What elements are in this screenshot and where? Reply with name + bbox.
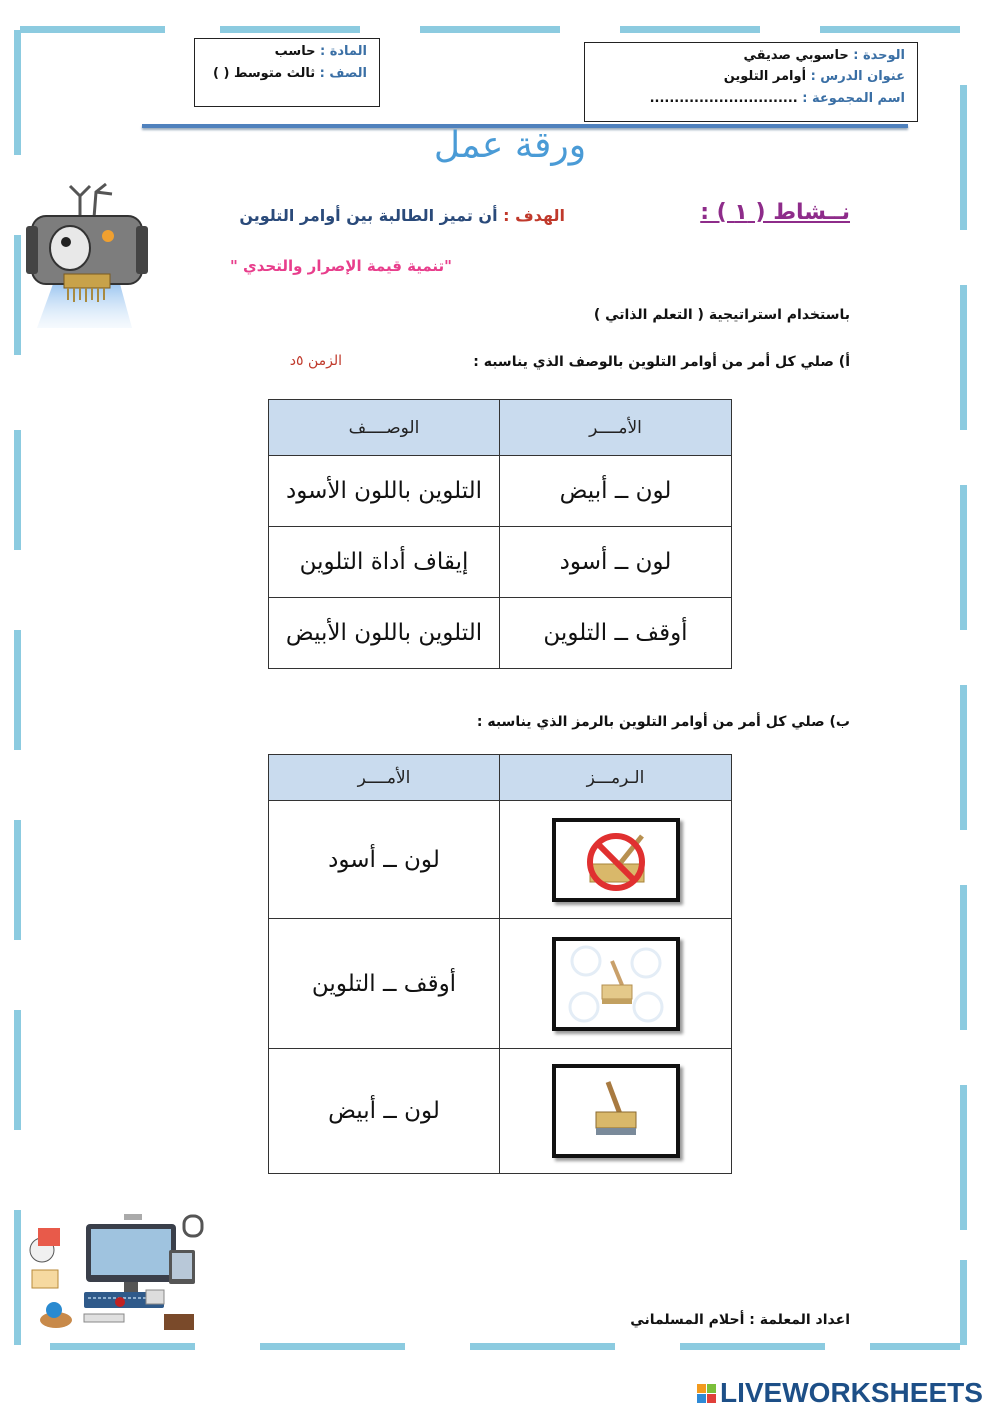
part-b-symbol-cell[interactable] — [500, 801, 732, 919]
no-brush-icon[interactable] — [552, 818, 680, 902]
unit-label: الوحدة : — [853, 48, 905, 63]
part-a-header-description: الوصــــف — [269, 400, 500, 456]
header-info-box — [584, 42, 918, 122]
table-row — [269, 456, 732, 527]
lesson-label: عنوان الدرس : — [810, 69, 905, 84]
goal-label: الهدف : — [503, 206, 565, 225]
part-a-command[interactable]: لون ــ أسود — [500, 527, 732, 598]
strategy-text: باستخدام استراتيجية ( التعلم الذاتي ) — [593, 307, 850, 323]
group-value: .............................. — [649, 91, 798, 106]
header-subject-box — [194, 38, 380, 107]
part-a-command[interactable]: لون ــ أبيض — [500, 456, 732, 527]
brand-mark-icon — [697, 1384, 716, 1403]
subject-value: حاسب — [274, 44, 316, 59]
part-b-header-symbol: الـرمـــز — [500, 755, 732, 801]
robot-image — [22, 178, 152, 328]
part-a-header-command: الأمــــر — [500, 400, 732, 456]
brush-dark-icon[interactable] — [552, 1064, 680, 1158]
brand-name: LIVEWORKSHEETS — [720, 1377, 983, 1408]
goal-text: أن تميز الطالبة بين أوامر التلوين — [239, 206, 498, 225]
table-row — [269, 919, 732, 1049]
unit-value: حاسوبي صديقي — [743, 48, 849, 63]
part-b-header-command: الأمــــر — [269, 755, 500, 801]
value-text: "تنمية قيمة الإصرار والتحدي " — [229, 257, 452, 275]
activity-label: نــشاط ( ١ ) : — [700, 200, 850, 225]
grade-value: ثالث متوسط ( ) — [213, 66, 316, 81]
desk-illustration — [24, 1210, 209, 1338]
table-row — [269, 801, 732, 919]
goal-line — [239, 206, 565, 225]
part-b-command[interactable]: لون ــ أبيض — [269, 1049, 500, 1174]
part-a-description[interactable]: التلوين باللون الأسود — [269, 456, 500, 527]
part-b-symbol-cell[interactable] — [500, 919, 732, 1049]
subject-label: المادة : — [319, 44, 367, 59]
part-b-table — [268, 754, 732, 1174]
part-a-table — [268, 399, 732, 669]
part-a-instruction: أ) صلي كل أمر من أوامر التلوين بالوصف الذي يناسبه : — [473, 354, 850, 370]
table-row — [269, 598, 732, 669]
part-a-command[interactable]: أوقف ــ التلوين — [500, 598, 732, 669]
table-row — [269, 527, 732, 598]
part-a-description[interactable]: إيقاف أداة التلوين — [269, 527, 500, 598]
brush-light-icon[interactable] — [552, 937, 680, 1031]
group-label: اسم المجموعة : — [802, 91, 905, 106]
table-row — [269, 1049, 732, 1174]
teacher-credit: اعداد المعلمة : أحلام المسلماني — [630, 1312, 850, 1328]
part-b-instruction: ب) صلي كل أمر من أوامر التلوين بالرمز الذي يناسبه : — [476, 714, 850, 730]
part-a-description[interactable]: التلوين باللون الأبيض — [269, 598, 500, 669]
lesson-value: أوامر التلوين — [723, 69, 807, 84]
part-b-command[interactable]: أوقف ــ التلوين — [269, 919, 500, 1049]
part-b-command[interactable]: لون ــ أسود — [269, 801, 500, 919]
part-a-time: الزمن ٥د — [289, 353, 342, 369]
page-title: ورقة عمل — [433, 125, 587, 166]
brand-logo — [697, 1378, 983, 1408]
grade-label: الصف : — [319, 66, 367, 81]
part-b-symbol-cell[interactable] — [500, 1049, 732, 1174]
